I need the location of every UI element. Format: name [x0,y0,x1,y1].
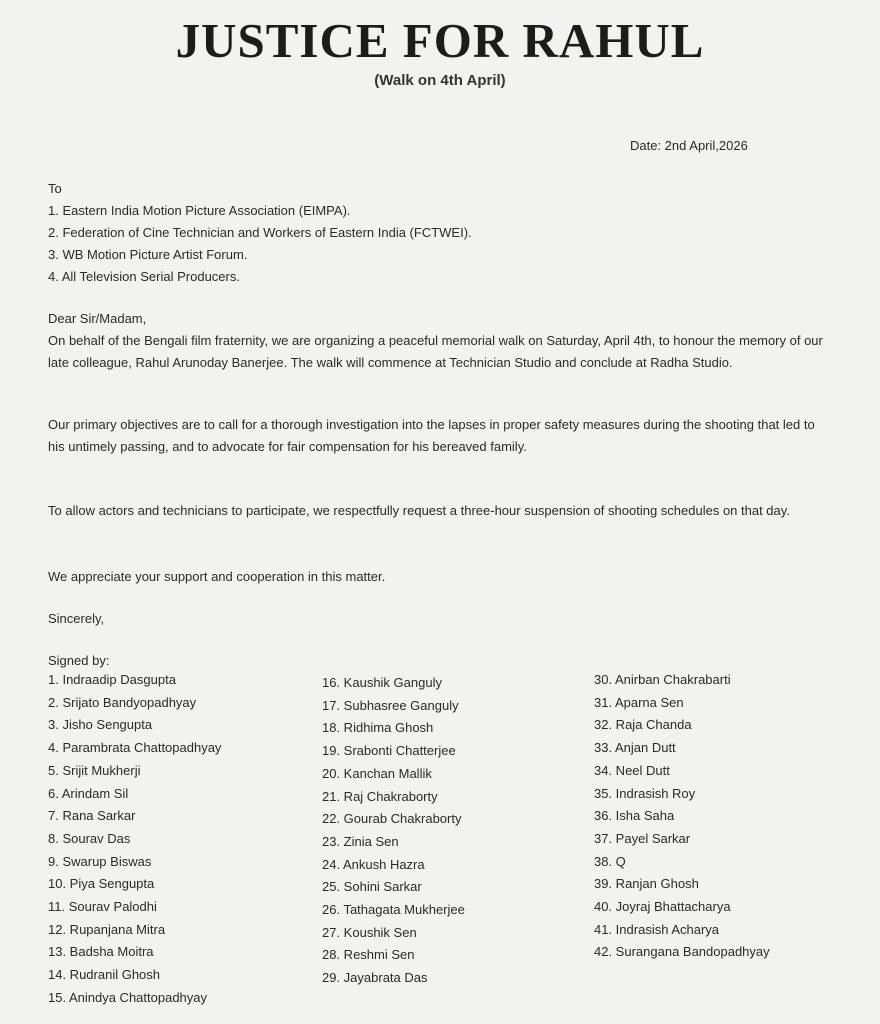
signatory-item: 31. Aparna Sen [594,694,684,710]
signatory-item: 8. Sourav Das [48,830,131,846]
signatory-item: 40. Joyraj Bhattacharya [594,899,731,915]
signatory-item: 20. Kanchan Mallik [322,765,432,781]
signatory-item: 10. Piya Sengupta [48,876,155,892]
signatory-item: 25. Sohini Sarkar [322,879,422,895]
signatory-item: 24. Ankush Hazra [322,856,425,872]
signatory-item: 13. Badsha Moitra [48,944,154,960]
signatory-item: 11. Sourav Palodhi [48,899,157,915]
signatory-item: 28. Reshmi Sen [322,947,415,963]
signatory-item: 35. Indrasish Roy [594,785,696,801]
signatory-item: 14. Rudranil Ghosh [48,967,161,983]
signatory-column-3 [594,669,770,964]
signatory-item: 41. Indrasish Acharya [594,921,720,937]
recipient-item: 4. All Television Serial Producers. [48,269,240,284]
signatory-item: 34. Neel Dutt [594,762,670,778]
signatory-item: 26. Tathagata Mukherjee [322,902,465,918]
signed-by-label: Signed by: [48,653,110,668]
body-paragraph-1: On behalf of the Bengali film fraternity, we are organizing a peaceful memorial walk on Saturday, April 4th, to honour the memory of our late colleague, Rahul Arunoday Banerjee. The walk will commence at Technician Studio and conclude at Radha Studio. [48,333,823,370]
signatory-item: 19. Srabonti Chatterjee [322,743,456,759]
signatory-item: 30. Anirban Chakrabarti [594,672,731,687]
signatory-item: 16. Kaushik Ganguly [322,675,442,690]
signatory-item: 5. Srijit Mukherji [48,762,141,778]
signatory-item: 38. Q [594,853,626,869]
signatory-item: 22. Gourab Chakraborty [322,811,462,827]
signatory-item: 33. Anjan Dutt [594,740,676,756]
signatory-item: 29. Jayabrata Das [322,970,428,986]
signatory-item: 1. Indraadip Dasgupta [48,672,176,687]
recipient-item: 2. Federation of Cine Technician and Workers of Eastern India (FCTWEI). [48,225,472,240]
page-title: JUSTICE FOR RAHUL [175,13,705,68]
salutation: Dear Sir/Madam, [48,311,147,326]
signatory-item: 4. Parambrata Chattopadhyay [48,740,222,756]
signatory-item: 37. Payel Sarkar [594,830,691,846]
body-paragraph-4: We appreciate your support and cooperation in this matter. [48,569,386,584]
recipient-item: 1. Eastern India Motion Picture Association (EIMPA). [48,203,351,218]
recipient-item: 3. WB Motion Picture Artist Forum. [48,247,248,262]
body-paragraph-2: Our primary objectives are to call for a thorough investigation into the lapses in proper safety measures during the shooting that led to his untimely passing, and to advocate for fair compensation for his bereaved family. [48,417,815,454]
signatory-item: 27. Koushik Sen [322,924,417,940]
signatory-item: 42. Surangana Bandopadhyay [594,944,770,960]
signatory-item: 15. Anindya Chattopadhyay [48,989,208,1005]
signatory-item: 21. Raj Chakraborty [322,788,438,804]
signatory-item: 12. Rupanjana Mitra [48,921,166,937]
closing: Sincerely, [48,611,105,626]
letter-date: Date: 2nd April,2026 [630,138,748,153]
signatory-item: 23. Zinia Sen [322,833,399,849]
signatory-item: 2. Srijato Bandyopadhyay [48,694,197,710]
signatory-item: 39. Ranjan Ghosh [594,876,699,892]
signatory-item: 36. Isha Saha [594,808,675,824]
signatory-item: 32. Raja Chanda [594,717,692,733]
recipients-block [48,178,472,288]
body-paragraph-3: To allow actors and technicians to participate, we respectfully request a three-hour suspension of shooting schedules on that day. [48,503,790,518]
signatory-item: 18. Ridhima Ghosh [322,720,434,736]
signatory-item: 7. Rana Sarkar [48,808,136,824]
signatory-item: 6. Arindam Sil [48,785,129,801]
to-label: To [48,181,62,196]
signatory-item: 3. Jisho Sengupta [48,717,153,733]
signatory-item: 17. Subhasree Ganguly [322,697,459,713]
signatory-column-1 [48,669,221,1010]
signatory-column-2 [322,672,465,990]
page-subtitle: (Walk on 4th April) [374,72,506,89]
signatory-item: 9. Swarup Biswas [48,853,152,869]
